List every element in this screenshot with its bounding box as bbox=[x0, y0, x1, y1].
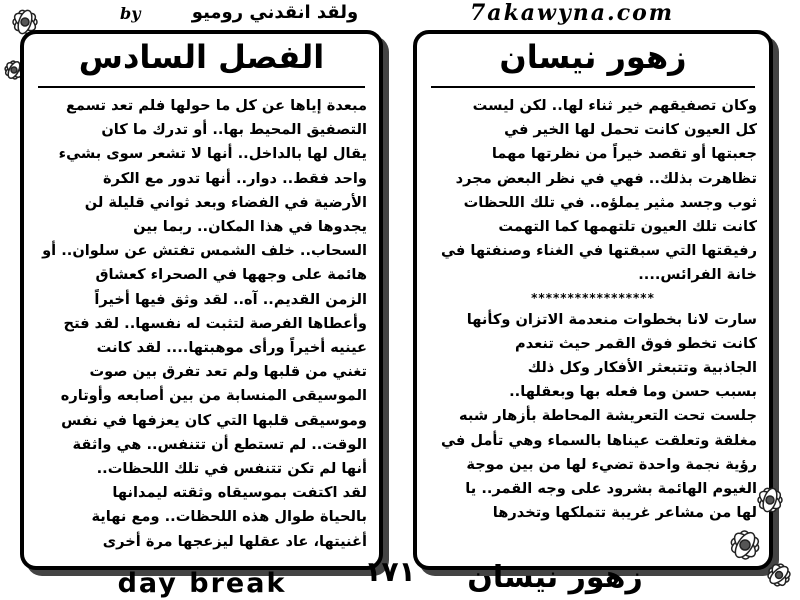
chapter-heading: الفصل السادس bbox=[78, 38, 325, 76]
text-line: يقال لها بالداخل.. أنها لا تشعر سوى بشيء bbox=[58, 145, 367, 163]
text-line: لها من مشاعر غريبة تتملكها وتخدرها bbox=[492, 504, 757, 522]
text-line: الوقت.. لم تستطع أن تتنفس.. هي واثقة bbox=[72, 435, 367, 453]
text-line: لقد اكتفت بموسيقاه وثقته ليمدانها bbox=[112, 484, 367, 502]
text-line: رؤية نجمة واحدة تضيء لها من بين موجة bbox=[466, 455, 757, 473]
site-name: 7akawyna.com bbox=[470, 0, 675, 26]
text-line: كانت تخطو فوق القمر حيث تنعدم bbox=[515, 334, 757, 352]
text-line: بسبب حسن وما فعله بها وبعقلها.. bbox=[509, 383, 757, 401]
page-number: ١٧١ bbox=[364, 555, 416, 588]
text-line: كل العيون كانت تحمل لها الخير في bbox=[504, 121, 757, 139]
heading-divider bbox=[38, 86, 365, 88]
text-line: هائمة على وجهها في الصحراء كعشاق bbox=[95, 266, 367, 284]
text-line: تغني من قلبها ولم تعد تفرق بين صوت bbox=[89, 363, 367, 381]
header-strip bbox=[0, 0, 800, 30]
text-line: كانت تلك العيون تلتهمها كما التهمت bbox=[498, 218, 757, 236]
by-label: by bbox=[120, 4, 141, 23]
story-title: ولقد انقدني روميو bbox=[191, 2, 359, 23]
left-page-text bbox=[36, 94, 367, 558]
text-line: مغلقة وتعلقت عيناها بالسماء وهي تأمل في bbox=[440, 431, 757, 449]
text-line: الغيوم الهائمة بشرود على وجه القمر.. يا bbox=[465, 480, 757, 498]
text-line: وأعطاها الفرصة لتثبت له نفسها.. لقد فتح bbox=[63, 314, 367, 332]
footer-left-label: day break bbox=[117, 568, 287, 599]
text-line: يجدوها في هذا المكان.. ربما بين bbox=[133, 218, 367, 236]
text-line: سارت لانا بخطوات منعدمة الاتزان وكأنها bbox=[466, 310, 757, 328]
right-page-text bbox=[429, 94, 757, 558]
text-line: أنها لم تكن تتنفس في تلك اللحظات.. bbox=[96, 460, 367, 478]
text-line: خانة الفرائس.... bbox=[638, 266, 757, 284]
text-line: السحاب.. خلف الشمس تفتش عن سلوان.. أو bbox=[42, 242, 367, 260]
text-line: تظاهرت بذلك.. فهي في نظر البعض مجرد bbox=[455, 169, 757, 187]
novel-heading: زهور نيسان bbox=[499, 38, 687, 76]
section-separator: ***************** bbox=[531, 290, 655, 305]
text-line: جلست تحت التعريشة المحاطة بأزهار شبه bbox=[459, 407, 757, 425]
text-line: مبعدة إياها عن كل ما حولها فلم تعد تسمع bbox=[65, 97, 367, 114]
text-line: الزمن القديم.. آه.. لقد وثق فيها أخيراً bbox=[94, 290, 367, 308]
text-line: ثوب وجسد مثير يملؤه.. في تلك اللحظات bbox=[463, 193, 757, 211]
left-page-panel bbox=[20, 30, 383, 570]
text-line: التصفيق المحيط بها.. أو تدرك ما كان bbox=[101, 121, 367, 139]
text-line: أغنيتها، عاد عقلها ليزعجها مرة أخرى bbox=[102, 532, 367, 550]
text-line: الأرضية في الفضاء وبعد ثواني قليلة لن bbox=[84, 193, 367, 211]
text-line: رفيقتها التي سبقتها في الغناء وصنفتها في bbox=[440, 242, 757, 260]
text-line: واحد فقط.. دوار.. أنها تدور مع الكرة bbox=[103, 169, 367, 187]
footer-right-title: زهور نيسان bbox=[467, 560, 643, 595]
text-line: الجاذبية وتتبعثر الأفكار وكل ذلك bbox=[527, 359, 757, 377]
heading-divider bbox=[431, 86, 755, 88]
flower-decoration-bottom-right-icon bbox=[715, 470, 800, 600]
text-line: جعبتها أو تقصد خيراً من نظرتها مهما bbox=[491, 145, 757, 163]
text-line: وكان تصفيقهم خير ثناء لها.. لكن ليست bbox=[472, 97, 757, 114]
text-line: بالحياة طوال هذه اللحظات.. ومع نهاية bbox=[91, 508, 367, 526]
text-line: عينيه أخيراً ورأى موهبتها.... لقد كانت bbox=[96, 339, 367, 357]
text-line: الموسيقى المنسابة من بين أصابعه وأوتاره bbox=[60, 387, 367, 405]
text-line: وموسيقى قلبها التي كان يعزفها في نفس bbox=[61, 411, 367, 429]
